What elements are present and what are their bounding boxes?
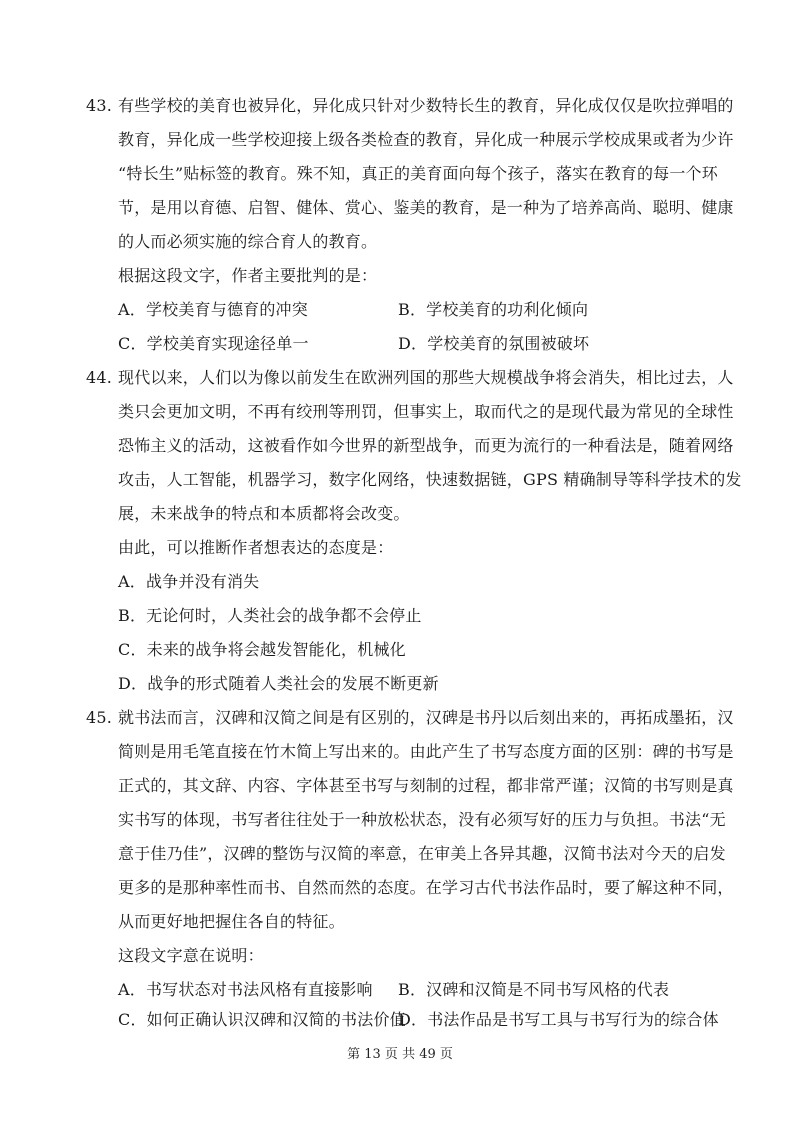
question-number: 45. — [86, 708, 113, 727]
option-a: A．战争并没有消失 — [118, 572, 260, 591]
passage-line: 攻击，人工智能，机器学习，数字化网络，快速数据链，GPS 精确制导等科学技术的发 — [118, 470, 742, 489]
passage-line: 正式的，其文辞、内容、字体甚至书写与刻制的过程，都非常严谨；汉简的书写则是真 — [118, 776, 734, 795]
passage-line: 教育，异化成一些学校迎接上级各类检查的教育，异化成一种展示学校成果或者为少许 — [118, 130, 734, 149]
question-number: 43. — [86, 96, 113, 115]
question-number: 44. — [86, 368, 113, 387]
option-c: C．未来的战争将会越发智能化，机械化 — [118, 640, 406, 659]
passage-line: “特长生”贴标签的教育。殊不知，真正的美育面向每个孩子，落实在教育的每一个环 — [118, 164, 718, 183]
option-a: A．书写状态对书法风格有直接影响 — [118, 980, 373, 999]
passage-line: 从而更好地把握住各自的特征。 — [118, 912, 345, 931]
passage-line: 类只会更加文明，不再有绞刑等刑罚，但事实上，取而代之的是现代最为常见的全球性 — [118, 402, 734, 421]
passage-line: 实书写的体现，书写者往往处于一种放松状态，没有必须写好的压力与负担。书法“无 — [118, 810, 726, 829]
option-b: B．学校美育的功利化倾向 — [398, 300, 589, 319]
passage-line: 现代以来，人们以为像以前发生在欧洲列国的那些大规模战争将会消失，相比过去，人 — [118, 368, 734, 387]
passage-line: 就书法而言，汉碑和汉简之间是有区别的，汉碑是书丹以后刻出来的，再拓成墨拓，汉 — [118, 708, 734, 727]
question-prompt: 由此，可以推断作者想表达的态度是： — [118, 538, 394, 557]
passage-line: 恐怖主义的活动，这被看作如今世界的新型战争，而更为流行的一种看法是，随着网络 — [118, 436, 734, 455]
passage-line: 更多的是那种率性而书、自然而然的态度。在学习古代书法作品时，要了解这种不同， — [118, 878, 734, 897]
question-prompt: 根据这段文字，作者主要批判的是： — [118, 266, 378, 285]
option-d: D．书法作品是书写工具与书写行为的综合体 — [398, 1010, 719, 1029]
passage-line: 的人而必须实施的综合育人的教育。 — [118, 232, 378, 251]
passage-line: 展，未来战争的特点和本质都将会改变。 — [118, 504, 410, 523]
passage-line: 简则是用毛笔直接在竹木简上写出来的。由此产生了书写态度方面的区别：碑的书写是 — [118, 742, 734, 761]
option-b: B．汉碑和汉简是不同书写风格的代表 — [398, 980, 670, 999]
passage-line: 有些学校的美育也被异化，异化成只针对少数特长生的教育，异化成仅仅是吹拉弹唱的 — [118, 96, 734, 115]
passage-line: 意于佳乃佳”，汉碑的整饬与汉简的率意，在审美上各异其趣，汉简书法对今天的启发 — [118, 844, 726, 863]
option-d: D．学校美育的氛围被破坏 — [398, 334, 590, 353]
option-c: C．学校美育实现途径单一 — [118, 334, 309, 353]
option-a: A．学校美育与德育的冲突 — [118, 300, 308, 319]
option-c: C．如何正确认识汉碑和汉简的书法价值 — [118, 1010, 406, 1029]
page-number-footer: 第 13 页 共 49 页 — [347, 1047, 453, 1062]
option-d: D．战争的形式随着人类社会的发展不断更新 — [118, 674, 439, 693]
question-prompt: 这段文字意在说明： — [118, 946, 264, 965]
passage-line: 节，是用以育德、启智、健体、赏心、鉴美的教育，是一种为了培养高尚、聪明、健康 — [118, 198, 734, 217]
option-b: B．无论何时，人类社会的战争都不会停止 — [118, 606, 422, 625]
